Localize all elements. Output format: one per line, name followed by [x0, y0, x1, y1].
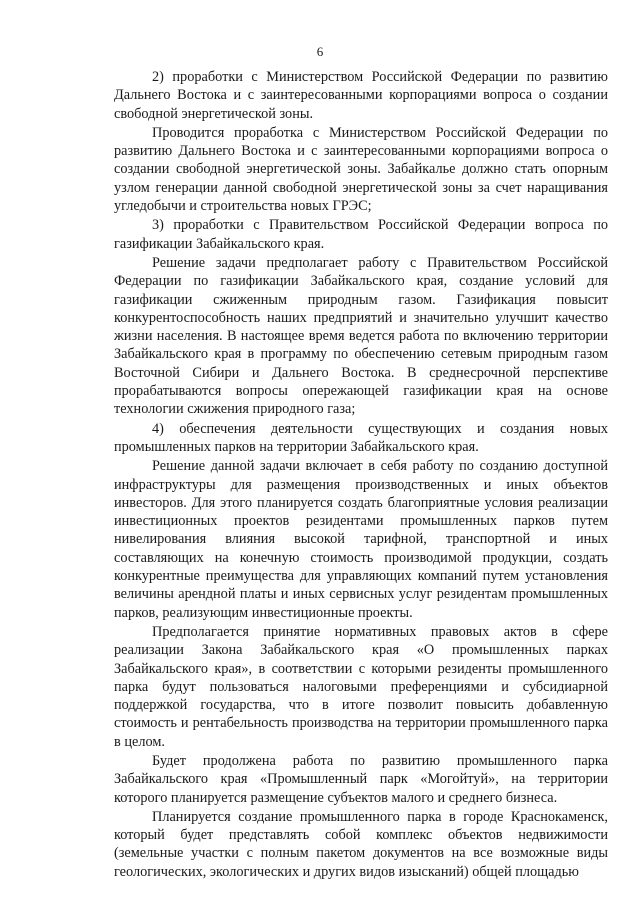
paragraph-energy-zone: Проводится проработка с Министерством Российской Федерации по развитию Дальнего Востока и с заинтересованными корпорациями вопроса о создании свободной энергетической зоны. Забайкалье должно стать опорным узлом генерации данной свободной энергетической зоны за счет наращивания угледобычи и строительства новых ГРЭС;: [114, 124, 608, 215]
paragraph-item-2: 2) проработки с Министерством Российской Федерации по развитию Дальнего Востока и с заинтересованными корпорациями вопроса о создании свободной энергетической зоны.: [114, 69, 608, 122]
paragraph-infrastructure: Решение данной задачи включает в себя работу по созданию доступной инфраструктуры для размещения производственных и иных объектов инвесторов. Для этого планируется создать благоприятные условия реализации инвестиционных проектов резидентами промышленных парков путем нивелирования влияния высокой тарифной, транспортной и иных составляющих на конечную стоимость производимой продукции, создать конкурентные преимущества для управляющих компаний путем установления величины арендной платы и иных сервисных услуг резидентам промышленных парков, реализующим инвестиционные проекты.: [114, 458, 608, 621]
paragraph-item-3: 3) проработки с Правительством Российской Федерации вопроса по газификации Забайкальского края.: [114, 217, 608, 252]
paragraph-krasnokamensk-park: Планируется создание промышленного парка в городе Краснокаменск, который будет представлять собой комплекс объектов недвижимости (земельные участки с полным пакетом документов на все возможные виды геологических, экологических и других видов изысканий) общей площадью: [114, 808, 608, 880]
paragraph-legal-acts: Предполагается принятие нормативных правовых актов в сфере реализации Закона Забайкальского края «О промышленных парках Забайкальского края», в соответствии с которыми резиденты промышленного парка будут пользоваться налоговыми преференциями и субсидиарной поддержкой государства, что в итоге позволит повысить добавленную стоимость и рентабельность производства на территории промышленного парка в целом.: [114, 623, 608, 750]
document-body: [114, 68, 608, 882]
paragraph-gasification: Решение задачи предполагает работу с Правительством Российской Федерации по газификации Забайкальского края, создание условий для газификации сжиженным природным газом. Газификация повысит конкурентоспособность наших предприятий и значительно улучшит качество жизни населения. В настоящее время ведется работа по включению территории Забайкальского края в программу по обеспечению сетевым природным газом Восточной Сибири и Дальнего Востока. В среднесрочной перспективе прорабатываются вопросы опережающей газификации края на основе технологии сжижения природного газа;: [114, 254, 608, 418]
page-number: 6: [316, 44, 324, 59]
paragraph-item-4: 4) обеспечения деятельности существующих и создания новых промышленных парков на территории Забайкальского края.: [114, 420, 608, 455]
paragraph-mogoytuy-park: Будет продолжена работа по развитию промышленного парка Забайкальского края «Промышленный парк «Могойтуй», на территории которого планируется размещение субъектов малого и среднего бизнеса.: [114, 752, 608, 806]
